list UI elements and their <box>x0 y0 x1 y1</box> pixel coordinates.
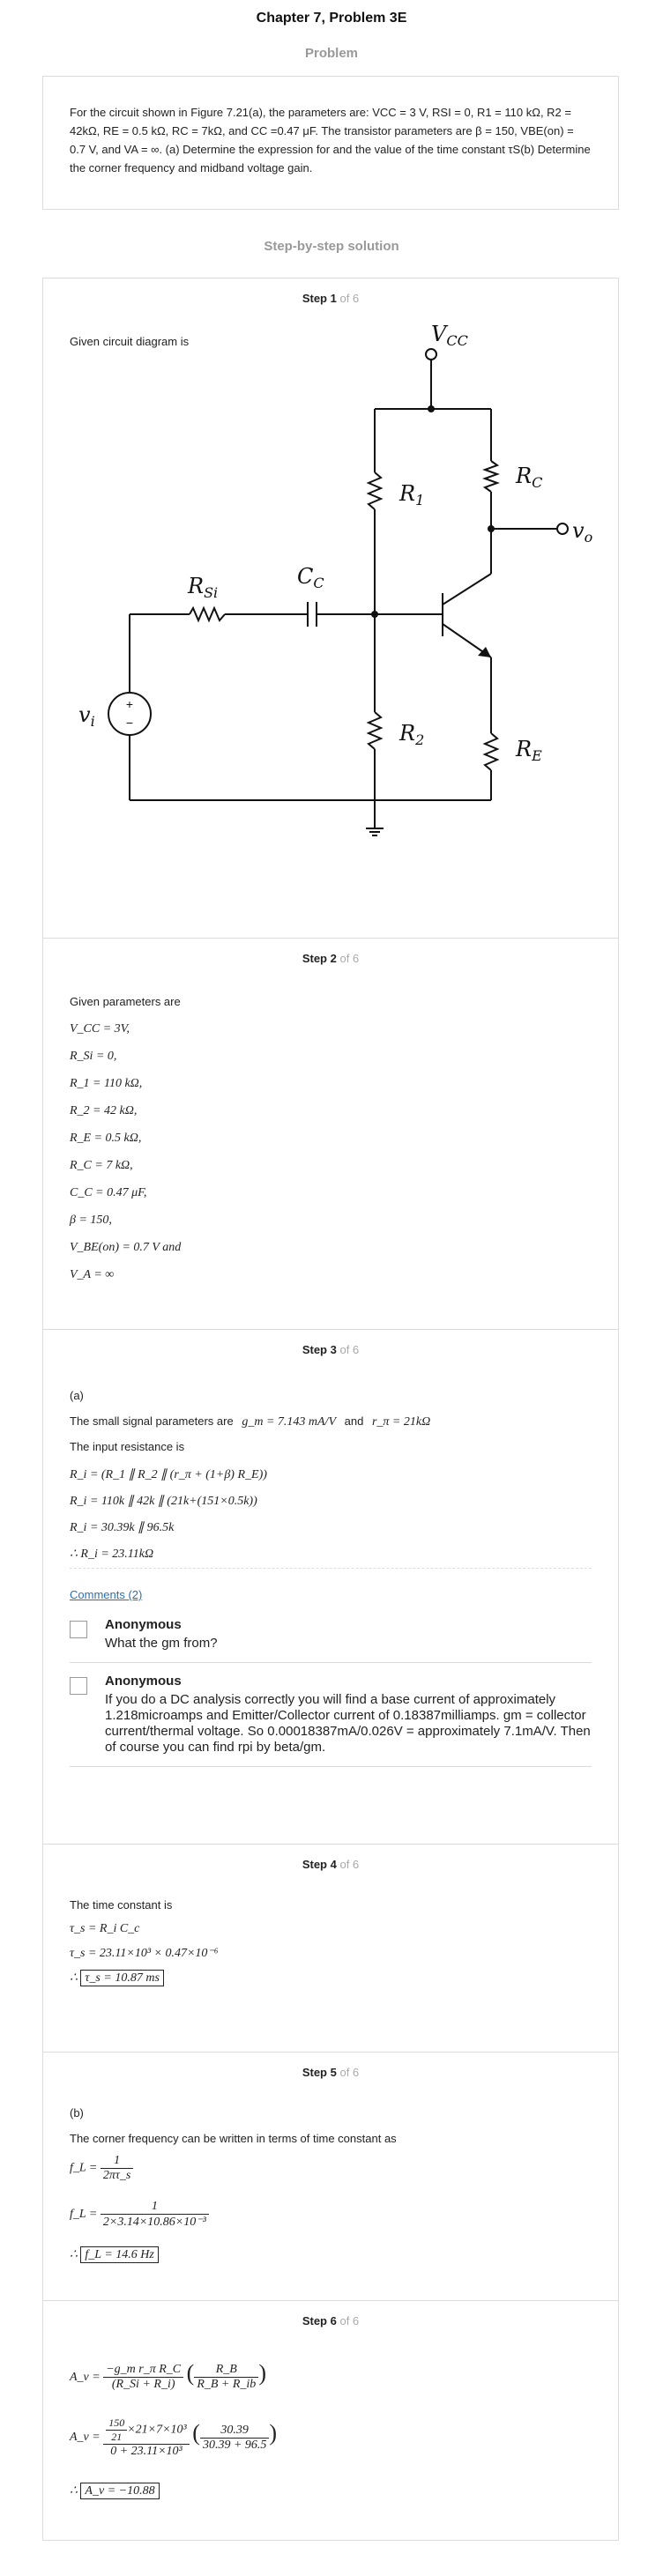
step-header <box>70 1845 592 1877</box>
fraction-denominator: R_B + R_ib <box>197 2378 257 2392</box>
equation-lhs: A_v = <box>70 2371 101 2384</box>
comments-section <box>70 1588 592 1767</box>
input-resistance-label: The input resistance is <box>70 1440 185 1453</box>
equation-result <box>70 2244 592 2267</box>
equation <box>70 2416 592 2475</box>
step-intro: The time constant is <box>70 1898 173 1912</box>
param-list <box>70 1015 592 1288</box>
equation-result <box>70 2480 592 2503</box>
fraction-denominator: 21 <box>111 2431 123 2443</box>
equation <box>70 2360 592 2409</box>
paren-open: ( <box>186 2360 195 2386</box>
r2-label: $R_2$ <box>399 721 425 748</box>
rsi-label: $R_{Si}$ <box>188 574 219 601</box>
problem-heading: Problem <box>304 46 358 61</box>
comment-author: Anonymous <box>105 1617 182 1632</box>
paren-close: ) <box>269 2420 278 2446</box>
step-4 <box>43 1844 618 2052</box>
param-item: V_BE(on) = 0.7 V and <box>70 1241 182 1254</box>
step-label: Step 3 <box>302 1343 337 1356</box>
step-2 <box>43 938 618 1329</box>
step-label: Step 4 <box>302 1858 337 1871</box>
equation: τ_s = R_i C_c <box>70 1922 140 1935</box>
fraction <box>200 2424 269 2453</box>
step-label: Step 5 <box>302 2066 337 2079</box>
step-header <box>70 278 592 311</box>
fraction-denominator: 2×3.14×10.86×10⁻³ <box>102 2216 206 2229</box>
step-6 <box>43 2300 618 2540</box>
equation: R_i = (R_1 ∥ R_2 ∥ (r_π + (1+β) R_E)) <box>70 1468 267 1481</box>
step-3 <box>43 1329 618 1844</box>
fraction-denominator: (R_Si + R_i) <box>111 2378 175 2392</box>
equation-lhs: A_v = <box>70 2431 101 2445</box>
param-item: V_A = ∞ <box>70 1268 115 1281</box>
fraction-denominator: 0 + 23.11×10³ <box>110 2445 183 2458</box>
step-intro: The corner frequency can be written in terms of time constant as <box>70 2132 397 2145</box>
step-header <box>70 1330 592 1362</box>
comment-author: Anonymous <box>105 1674 182 1689</box>
numerator-tail: ×21×7×10³ <box>127 2423 187 2437</box>
param-item: V_CC = 3V, <box>70 1022 130 1036</box>
vo-label: $v_o$ <box>572 518 593 546</box>
fraction <box>101 2154 133 2183</box>
equation-lhs: f_L = <box>70 2208 98 2222</box>
comment-list <box>70 1607 592 1767</box>
solution-card <box>42 278 619 2541</box>
paren-open: ( <box>192 2420 200 2446</box>
circuit-diagram <box>43 314 618 913</box>
comments-link[interactable]: Comments (2) <box>70 1588 143 1601</box>
step-1 <box>43 278 618 938</box>
fraction <box>194 2363 258 2392</box>
comment-checkbox[interactable] <box>70 1677 87 1695</box>
fraction-numerator: 1 <box>101 2154 133 2169</box>
cc-label: $C_C$ <box>297 564 324 591</box>
small-signal-prefix: The small signal parameters are <box>70 1414 234 1428</box>
param-item: R_1 = 110 kΩ, <box>70 1077 143 1090</box>
comment-body: What the gm from? <box>105 1636 218 1651</box>
step-label: Step 1 <box>302 292 337 305</box>
fraction <box>106 2416 127 2444</box>
equation-lhs: f_L = <box>70 2161 98 2175</box>
comment-item <box>70 1607 592 1663</box>
step-count: of 6 <box>339 1343 360 1356</box>
comment-item <box>70 1663 592 1767</box>
fraction-numerator: 1 <box>101 2200 209 2215</box>
vo-terminal <box>557 523 568 534</box>
step-count: of 6 <box>339 1858 360 1871</box>
param-item: R_Si = 0, <box>70 1050 117 1063</box>
part-label: (b) <box>70 2106 84 2119</box>
fraction <box>103 2416 190 2459</box>
boxed-result: f_L = 14.6 Hz <box>80 2246 158 2263</box>
re-label: $R_E$ <box>516 737 542 764</box>
paren-close: ) <box>258 2360 266 2386</box>
step-intro: Given parameters are <box>70 995 181 1008</box>
gm-value: g_m = 7.143 mA/V <box>242 1415 336 1429</box>
r1-label: $R_1$ <box>399 481 425 509</box>
emitter-arrow <box>478 647 491 657</box>
fraction-numerator: 30.39 <box>200 2424 269 2439</box>
param-item: C_C = 0.47 μF, <box>70 1186 147 1199</box>
rpi-value: r_π = 21kΩ <box>371 1415 431 1429</box>
step-header <box>70 939 592 971</box>
boxed-result: A_v = −10.88 <box>80 2483 159 2499</box>
boxed-result: τ_s = 10.87 ms <box>80 1970 163 1986</box>
step-header <box>70 2301 592 2334</box>
rc-resistor <box>485 461 497 492</box>
fraction-numerator: R_B <box>194 2363 258 2378</box>
equation <box>70 2200 592 2240</box>
r1-resistor <box>369 472 381 509</box>
and-text: and <box>344 1414 364 1428</box>
fraction-numerator <box>103 2416 190 2445</box>
problem-text: For the circuit shown in Figure 7.21(a), the parameters are: VCC = 3 V, RSI = 0, R1 = 110 kΩ, R2 = 42kΩ, RE = 0.5 kΩ, RC = 7kΩ, and CC =0.47 μF. The transistor parameters are β = 150, VBE(on) = 0.7 V, and VA = ∞. (a) Determine the expression for and the value of the time constant τS(b) Determine the corner frequency and midband voltage gain. <box>70 106 591 174</box>
equation: R_i = 30.39k ∥ 96.5k <box>70 1521 175 1534</box>
equation-result <box>70 1966 592 1991</box>
equation-result: ∴ R_i = 23.11kΩ <box>70 1541 592 1569</box>
vi-label: $v_i$ <box>78 702 95 730</box>
equation: τ_s = 23.11×10³ × 0.47×10⁻⁶ <box>70 1947 219 1960</box>
step-count: of 6 <box>339 2314 360 2327</box>
param-item: R_E = 0.5 kΩ, <box>70 1132 142 1145</box>
solution-heading: Step-by-step solution <box>264 239 399 254</box>
transistor-collector <box>443 574 491 605</box>
fraction <box>103 2363 183 2392</box>
param-item: β = 150, <box>70 1214 112 1227</box>
step-header <box>70 2053 592 2085</box>
svg-text:−: − <box>125 716 134 730</box>
param-item: R_2 = 42 kΩ, <box>70 1104 138 1117</box>
equation <box>70 2154 592 2194</box>
chapter-title: Chapter 7, Problem 3E <box>256 11 407 26</box>
part-label: (a) <box>70 1389 84 1402</box>
comment-body: If you do a DC analysis correctly you will find a base current of approximately 1.218microamps and Emitter/Collector current of 0.18387milliamps. gm = collector current/thermal voltage. So 0.00018387mA/0.026V = approximately 7.1mA/V. Then of course you can find rpi by beta/gm. <box>105 1692 591 1755</box>
fraction-numerator: 150 <box>106 2416 127 2431</box>
fraction-denominator: 2πτ_s <box>102 2169 131 2182</box>
step-5 <box>43 2052 618 2300</box>
fraction-numerator: −g_m r_π R_C <box>103 2363 183 2378</box>
fraction <box>101 2200 209 2230</box>
problem-card <box>42 76 619 210</box>
fraction-denominator: 30.39 + 96.5 <box>202 2438 267 2452</box>
vcc-terminal <box>426 349 436 360</box>
re-resistor <box>485 733 497 770</box>
step-label: Step 6 <box>302 2314 337 2327</box>
step-intro: Given circuit diagram is <box>70 335 190 348</box>
svg-text:+: + <box>125 697 134 711</box>
step-label: Step 2 <box>302 952 337 965</box>
small-signal-line <box>70 1414 592 1429</box>
r2-resistor <box>369 712 381 749</box>
step-count: of 6 <box>339 952 360 965</box>
step-count: of 6 <box>339 2066 360 2079</box>
step-count: of 6 <box>339 292 360 305</box>
therefore-symbol: ∴ <box>70 2248 78 2261</box>
rsi-resistor <box>190 608 225 620</box>
param-item: R_C = 7 kΩ, <box>70 1159 133 1172</box>
comment-checkbox[interactable] <box>70 1621 87 1638</box>
vcc-label: $V_{CC}$ <box>431 322 468 349</box>
therefore-symbol: ∴ <box>70 2484 78 2498</box>
rc-label: $R_C$ <box>516 464 543 491</box>
therefore-symbol: ∴ <box>70 1971 78 1985</box>
equation: R_i = 110k ∥ 42k ∥ (21k+(151×0.5k)) <box>70 1495 257 1508</box>
